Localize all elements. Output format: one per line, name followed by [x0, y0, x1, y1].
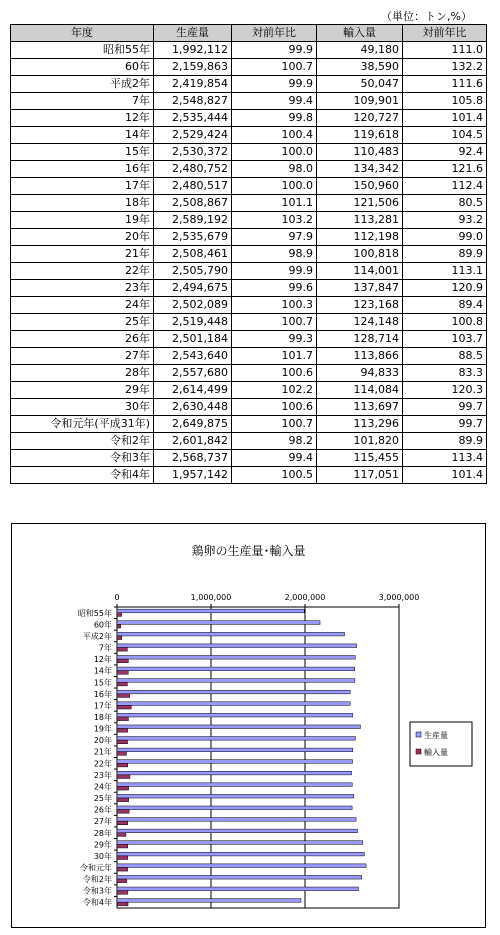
plot-area [117, 607, 399, 908]
cell-production: 2,419,854 [154, 76, 232, 93]
cell-year: 7年 [11, 93, 154, 110]
table-header-row [11, 25, 487, 42]
cell-import-ratio: 83.3 [403, 365, 487, 382]
cell-import: 50,047 [317, 76, 403, 93]
legend-label-production: 生産量 [424, 731, 448, 740]
cell-production-ratio: 98.9 [232, 246, 317, 263]
bar-import [117, 879, 127, 883]
cell-production-ratio: 99.4 [232, 450, 317, 467]
category-label: 30年 [93, 851, 112, 861]
header-production: 生産量 [154, 25, 232, 42]
cell-import-ratio: 104.5 [403, 127, 487, 144]
bar-import [117, 786, 129, 790]
cell-import-ratio: 111.0 [403, 42, 487, 59]
cell-import-ratio: 113.1 [403, 263, 487, 280]
cell-import-ratio: 100.8 [403, 314, 487, 331]
bar-production [117, 748, 353, 752]
cell-production-ratio: 99.9 [232, 263, 317, 280]
legend-swatch-production [416, 732, 421, 737]
cell-production-ratio: 101.7 [232, 348, 317, 365]
x-tick-label: 2,000,000 [284, 593, 326, 602]
bar-import [117, 729, 128, 733]
cell-import: 113,296 [317, 416, 403, 433]
cell-import-ratio: 112.4 [403, 178, 487, 195]
bar-import [117, 775, 130, 779]
category-label: 平成2年 [82, 631, 112, 641]
cell-production: 2,501,184 [154, 331, 232, 348]
table-row [11, 93, 487, 110]
bar-production [117, 690, 350, 694]
cell-year: 16年 [11, 161, 154, 178]
bar-import [117, 648, 127, 652]
category-label: 27年 [93, 817, 112, 827]
cell-year: 24年 [11, 297, 154, 314]
cell-year: 12年 [11, 110, 154, 127]
cell-year: 令和元年(平成31年) [11, 416, 154, 433]
cell-import: 150,960 [317, 178, 403, 195]
table-row [11, 229, 487, 246]
data-table [10, 24, 487, 484]
table-row [11, 195, 487, 212]
table-row [11, 416, 487, 433]
bar-production [117, 899, 301, 903]
cell-import: 123,168 [317, 297, 403, 314]
cell-production: 2,630,448 [154, 399, 232, 416]
table-row [11, 297, 487, 314]
bar-import [117, 833, 126, 837]
cell-year: 23年 [11, 280, 154, 297]
cell-production-ratio: 99.9 [232, 76, 317, 93]
table-row [11, 314, 487, 331]
cell-year: 60年 [11, 59, 154, 76]
x-tick-label: 1,000,000 [190, 593, 232, 602]
cell-import: 49,180 [317, 42, 403, 59]
header-import-ratio: 対前年比 [403, 25, 487, 42]
category-label: 昭和55年 [77, 608, 112, 618]
cell-import-ratio: 105.8 [403, 93, 487, 110]
cell-production-ratio: 99.4 [232, 93, 317, 110]
table-row [11, 450, 487, 467]
bar-import [117, 717, 128, 721]
cell-import-ratio: 111.6 [403, 76, 487, 93]
table-row [11, 212, 487, 229]
cell-production: 2,601,842 [154, 433, 232, 450]
cell-production: 2,529,424 [154, 127, 232, 144]
table-row [11, 348, 487, 365]
category-label: 21年 [93, 747, 112, 757]
cell-production-ratio: 100.6 [232, 365, 317, 382]
cell-import: 113,281 [317, 212, 403, 229]
cell-production: 2,568,737 [154, 450, 232, 467]
category-label: 23年 [93, 770, 112, 780]
cell-import: 120,727 [317, 110, 403, 127]
category-label: 60年 [93, 620, 112, 630]
cell-import: 110,483 [317, 144, 403, 161]
category-label: 18年 [93, 712, 112, 722]
table-row [11, 178, 487, 195]
cell-production-ratio: 101.1 [232, 195, 317, 212]
cell-import-ratio: 120.9 [403, 280, 487, 297]
table-row [11, 331, 487, 348]
bar-production [117, 852, 364, 856]
table-row [11, 246, 487, 263]
bar-import [117, 624, 121, 628]
cell-import: 115,455 [317, 450, 403, 467]
cell-production: 2,543,640 [154, 348, 232, 365]
cell-import-ratio: 113.4 [403, 450, 487, 467]
cell-year: 17年 [11, 178, 154, 195]
cell-year: 昭和55年 [11, 42, 154, 59]
bar-import [117, 844, 128, 848]
cell-import: 101,820 [317, 433, 403, 450]
table-row [11, 433, 487, 450]
cell-production: 2,508,867 [154, 195, 232, 212]
bar-production [117, 760, 353, 764]
table-row [11, 144, 487, 161]
bar-production [117, 771, 351, 775]
bar-import [117, 705, 131, 709]
category-label: 22年 [93, 759, 112, 769]
category-label: 26年 [93, 805, 112, 815]
cell-year: 19年 [11, 212, 154, 229]
cell-import-ratio: 92.4 [403, 144, 487, 161]
header-production-ratio: 対前年比 [232, 25, 317, 42]
cell-import-ratio: 103.7 [403, 331, 487, 348]
category-label: 16年 [93, 689, 112, 699]
bar-import [117, 867, 128, 871]
bar-import [117, 856, 128, 860]
bar-import [117, 613, 122, 617]
category-label: 令和2年 [82, 875, 112, 885]
cell-production-ratio: 97.9 [232, 229, 317, 246]
bar-production [117, 806, 352, 810]
category-label: 12年 [93, 655, 112, 665]
category-label: 令和3年 [82, 886, 112, 896]
table-row [11, 365, 487, 382]
cell-import: 113,697 [317, 399, 403, 416]
cell-import: 121,506 [317, 195, 403, 212]
bar-production [117, 783, 352, 787]
cell-import: 119,618 [317, 127, 403, 144]
cell-production: 2,557,680 [154, 365, 232, 382]
cell-year: 22年 [11, 263, 154, 280]
legend-swatch-import [416, 749, 421, 754]
table-row [11, 263, 487, 280]
cell-production-ratio: 100.0 [232, 144, 317, 161]
cell-production-ratio: 100.5 [232, 467, 317, 484]
category-label: 19年 [93, 724, 112, 734]
cell-import-ratio: 120.3 [403, 382, 487, 399]
cell-production: 1,957,142 [154, 467, 232, 484]
category-label: 20年 [93, 736, 112, 746]
cell-year: 20年 [11, 229, 154, 246]
cell-import-ratio: 99.0 [403, 229, 487, 246]
bar-production [117, 725, 360, 729]
bar-import [117, 682, 127, 686]
cell-production: 2,505,790 [154, 263, 232, 280]
table-row [11, 399, 487, 416]
cell-production-ratio: 99.6 [232, 280, 317, 297]
table-row [11, 42, 487, 59]
cell-production-ratio: 100.3 [232, 297, 317, 314]
cell-year: 27年 [11, 348, 154, 365]
legend-box [410, 722, 472, 766]
cell-production-ratio: 103.2 [232, 212, 317, 229]
cell-year: 平成2年 [11, 76, 154, 93]
bar-chart [12, 524, 485, 927]
cell-import-ratio: 99.7 [403, 399, 487, 416]
bar-production [117, 841, 363, 845]
category-label: 28年 [93, 828, 112, 838]
cell-import-ratio: 121.6 [403, 161, 487, 178]
bar-import [117, 636, 122, 640]
cell-production: 2,589,192 [154, 212, 232, 229]
cell-year: 令和3年 [11, 450, 154, 467]
category-label: 令和元年 [80, 863, 112, 873]
table-body [11, 42, 487, 484]
bar-import [117, 821, 128, 825]
cell-year: 21年 [11, 246, 154, 263]
cell-production: 2,502,089 [154, 297, 232, 314]
cell-production-ratio: 100.7 [232, 314, 317, 331]
category-label: 令和4年 [82, 898, 112, 908]
bar-import [117, 740, 128, 744]
cell-import-ratio: 89.4 [403, 297, 487, 314]
bar-production [117, 818, 356, 822]
bar-production [117, 621, 320, 625]
unit-note: （単位：トン,%） [381, 10, 472, 23]
cell-import-ratio: 101.4 [403, 110, 487, 127]
cell-production-ratio: 100.6 [232, 399, 317, 416]
table-row [11, 59, 487, 76]
bar-production [117, 875, 362, 879]
bar-production [117, 655, 355, 659]
cell-import: 112,198 [317, 229, 403, 246]
cell-production: 2,480,752 [154, 161, 232, 178]
table-row [11, 382, 487, 399]
table-row [11, 161, 487, 178]
bar-import [117, 671, 128, 675]
x-tick-label: 3,000,000 [378, 593, 420, 602]
cell-production-ratio: 98.2 [232, 433, 317, 450]
chart-area [11, 523, 486, 928]
cell-year: 15年 [11, 144, 154, 161]
cell-production-ratio: 100.7 [232, 59, 317, 76]
x-tick-label: 0 [114, 593, 120, 602]
cell-import: 94,833 [317, 365, 403, 382]
cell-import: 134,342 [317, 161, 403, 178]
cell-production: 2,535,679 [154, 229, 232, 246]
bar-import [117, 752, 126, 756]
cell-year: 令和2年 [11, 433, 154, 450]
bar-production [117, 713, 353, 717]
cell-year: 令和4年 [11, 467, 154, 484]
cell-import-ratio: 88.5 [403, 348, 487, 365]
cell-import-ratio: 132.2 [403, 59, 487, 76]
cell-import-ratio: 89.9 [403, 246, 487, 263]
cell-import-ratio: 101.4 [403, 467, 487, 484]
table-row [11, 467, 487, 484]
cell-production: 2,508,461 [154, 246, 232, 263]
category-label: 15年 [93, 678, 112, 688]
table-row [11, 127, 487, 144]
bar-production [117, 702, 350, 706]
bar-production [117, 667, 355, 671]
cell-import: 114,084 [317, 382, 403, 399]
cell-import-ratio: 99.7 [403, 416, 487, 433]
cell-year: 14年 [11, 127, 154, 144]
cell-production-ratio: 100.0 [232, 178, 317, 195]
cell-production: 2,159,863 [154, 59, 232, 76]
cell-production: 2,548,827 [154, 93, 232, 110]
cell-production-ratio: 98.0 [232, 161, 317, 178]
bar-production [117, 679, 355, 683]
cell-import: 137,847 [317, 280, 403, 297]
cell-production: 2,530,372 [154, 144, 232, 161]
bar-import [117, 763, 128, 767]
bar-import [117, 798, 129, 802]
table-row [11, 110, 487, 127]
cell-production: 2,614,499 [154, 382, 232, 399]
cell-production: 2,519,448 [154, 314, 232, 331]
category-label: 25年 [93, 794, 112, 804]
bar-import [117, 902, 128, 906]
bar-production [117, 887, 358, 891]
table-row [11, 280, 487, 297]
bar-production [117, 794, 354, 798]
legend-label-import: 輸入量 [424, 748, 448, 757]
bar-import [117, 694, 130, 698]
cell-year: 30年 [11, 399, 154, 416]
cell-production: 2,494,675 [154, 280, 232, 297]
cell-import: 124,148 [317, 314, 403, 331]
bar-production [117, 829, 357, 833]
cell-import: 113,866 [317, 348, 403, 365]
cell-production-ratio: 100.4 [232, 127, 317, 144]
cell-production-ratio: 100.7 [232, 416, 317, 433]
cell-import: 128,714 [317, 331, 403, 348]
cell-production-ratio: 99.3 [232, 331, 317, 348]
cell-production-ratio: 102.2 [232, 382, 317, 399]
category-label: 17年 [93, 701, 112, 711]
cell-year: 29年 [11, 382, 154, 399]
header-import: 輸入量 [317, 25, 403, 42]
cell-production: 2,535,444 [154, 110, 232, 127]
bar-import [117, 891, 128, 895]
cell-year: 18年 [11, 195, 154, 212]
cell-import-ratio: 89.9 [403, 433, 487, 450]
bar-production [117, 864, 366, 868]
bar-production [117, 737, 355, 741]
table-row [11, 76, 487, 93]
cell-production: 1,992,112 [154, 42, 232, 59]
cell-import: 117,051 [317, 467, 403, 484]
bar-production [117, 609, 304, 613]
chart-title: 鶏卵の生産量･輸入量 [191, 544, 306, 558]
cell-production: 2,480,517 [154, 178, 232, 195]
cell-production-ratio: 99.9 [232, 42, 317, 59]
bar-import [117, 659, 128, 663]
cell-production-ratio: 99.8 [232, 110, 317, 127]
header-year: 年度 [11, 25, 154, 42]
cell-import-ratio: 93.2 [403, 212, 487, 229]
cell-import: 109,901 [317, 93, 403, 110]
cell-import: 114,001 [317, 263, 403, 280]
bar-import [117, 810, 129, 814]
category-label: 14年 [93, 666, 112, 676]
cell-import: 38,590 [317, 59, 403, 76]
cell-import: 100,818 [317, 246, 403, 263]
cell-year: 26年 [11, 331, 154, 348]
cell-import-ratio: 80.5 [403, 195, 487, 212]
category-label: 24年 [93, 782, 112, 792]
cell-year: 28年 [11, 365, 154, 382]
cell-production: 2,649,875 [154, 416, 232, 433]
bar-production [117, 632, 344, 636]
cell-year: 25年 [11, 314, 154, 331]
category-label: 29年 [93, 840, 112, 850]
category-label: 7年 [98, 643, 112, 653]
bar-production [117, 644, 357, 648]
